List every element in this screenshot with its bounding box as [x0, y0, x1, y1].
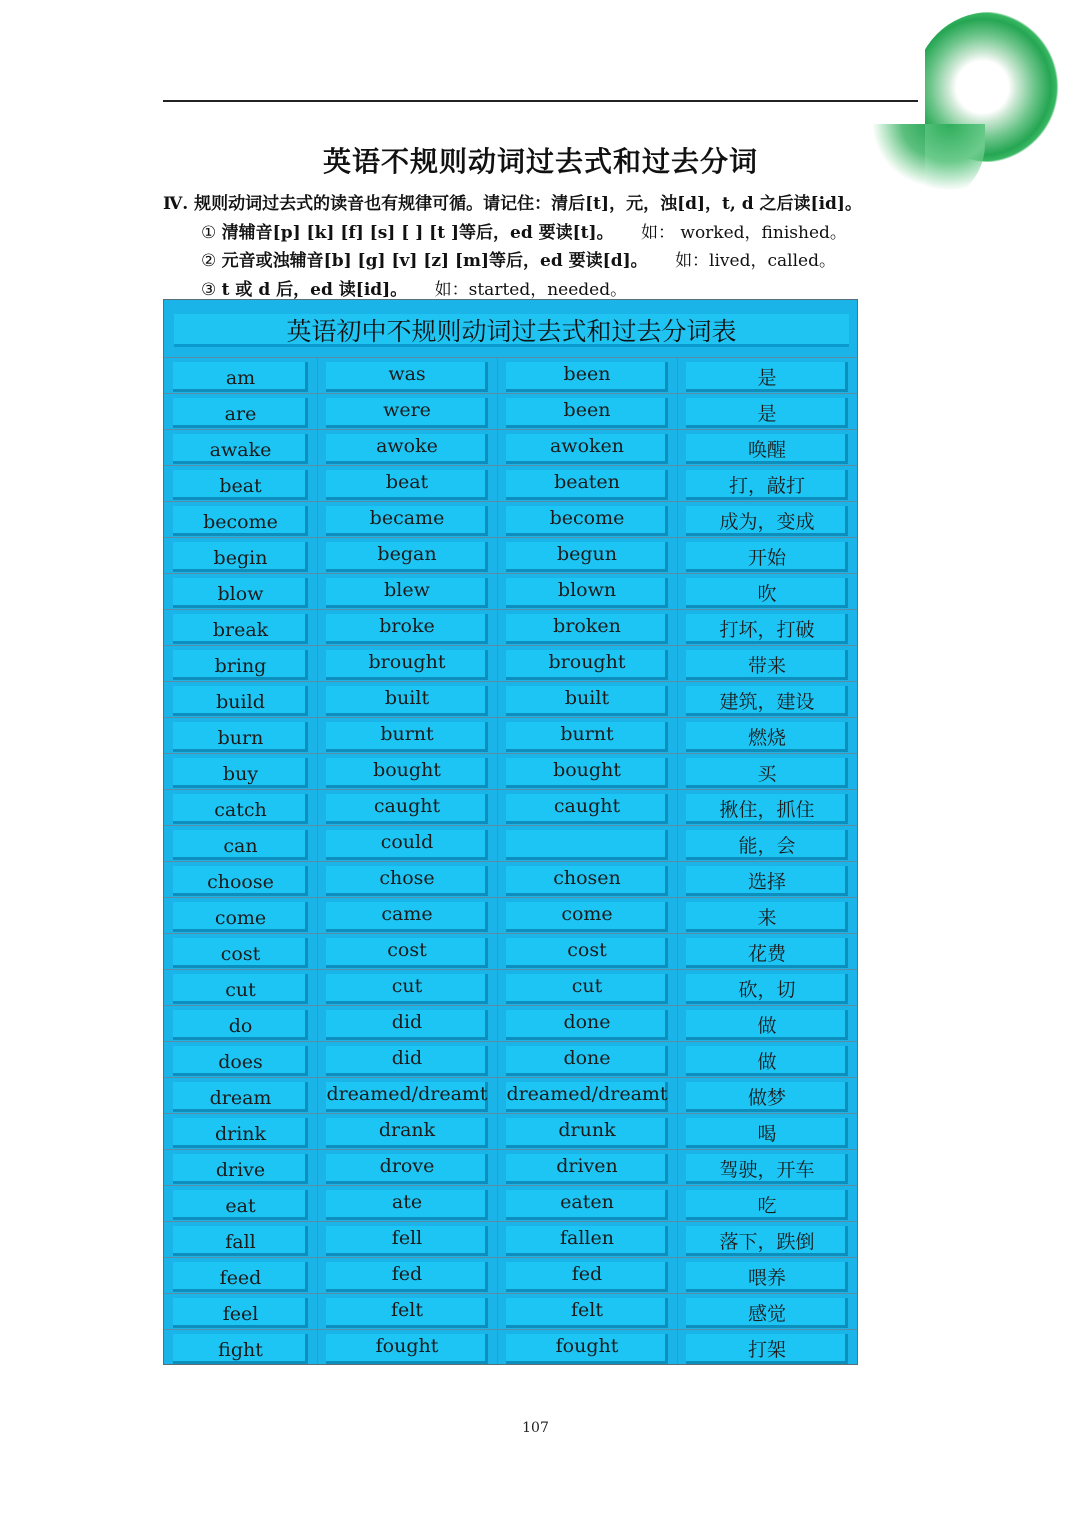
past-participle-text: felt: [571, 1299, 603, 1321]
past-participle-text: done: [563, 1011, 611, 1033]
past-participle-text: burnt: [560, 723, 614, 745]
base-form-text: cost: [220, 943, 261, 965]
meaning-text: 建筑，建设: [719, 691, 815, 713]
past-participle-cell: [497, 862, 677, 898]
base-form-cell: [164, 646, 317, 682]
table-row: [164, 465, 857, 502]
past-participle-text: bought: [553, 759, 621, 781]
past-participle-text: eaten: [560, 1191, 614, 1213]
meaning-cell: [677, 466, 857, 502]
meaning-cell: [677, 1078, 857, 1114]
past-tense-text: chose: [379, 867, 435, 889]
table-row: [164, 1185, 857, 1222]
past-participle-cell: [497, 790, 677, 826]
table-row: [164, 1221, 857, 1258]
base-form-cell: [164, 1258, 317, 1294]
past-participle-cell: [497, 1258, 677, 1294]
past-tense-text: were: [383, 399, 431, 421]
table-title-text: 英语初中不规则动词过去式和过去分词表: [286, 317, 737, 346]
meaning-cell: [677, 1042, 857, 1078]
past-tense-text: awoke: [376, 435, 438, 457]
past-tense-cell: [317, 718, 497, 754]
meaning-cell: [677, 1114, 857, 1150]
past-participle-text: fallen: [560, 1227, 614, 1249]
table-row: [164, 1041, 857, 1078]
past-tense-text: fell: [391, 1227, 423, 1249]
past-participle-text: done: [563, 1047, 611, 1069]
past-participle-cell: [497, 1006, 677, 1042]
meaning-cell: [677, 826, 857, 862]
verb-table: [163, 299, 858, 1365]
table-row: [164, 825, 857, 862]
meaning-text: 打，敲打: [728, 475, 805, 497]
base-form-cell: [164, 358, 317, 394]
rule-example: 如：started，needed。: [434, 279, 628, 300]
base-form-cell: [164, 862, 317, 898]
meaning-cell: [677, 862, 857, 898]
table-title: [174, 314, 849, 347]
column-divider: [317, 357, 318, 1364]
meaning-cell: [677, 1258, 857, 1294]
past-tense-text: drank: [378, 1119, 436, 1141]
meaning-cell: [677, 682, 857, 718]
past-tense-text: was: [388, 363, 426, 385]
table-row: [164, 573, 857, 610]
past-tense-text: did: [391, 1047, 423, 1069]
rules-intro: Ⅳ. 规则动词过去式的读音也有规律可循。请记住：清后[t]，元，浊[d]，t, d 之后读[id]。: [163, 194, 862, 214]
past-tense-text: blew: [384, 579, 430, 601]
rule-example: 如：lived，called。: [675, 251, 836, 271]
past-participle-text: built: [564, 687, 610, 709]
rule-item-1: [163, 219, 943, 248]
page-number: 107: [522, 1420, 549, 1436]
base-form-text: drink: [214, 1123, 267, 1145]
meaning-text: 是: [757, 367, 777, 389]
past-participle-cell: [497, 718, 677, 754]
column-divider: [497, 357, 498, 1364]
past-tense-text: cut: [391, 975, 423, 997]
base-form-text: feed: [219, 1267, 262, 1289]
table-row: [164, 789, 857, 826]
base-form-text: does: [218, 1051, 263, 1073]
base-form-cell: [164, 466, 317, 502]
base-form-text: catch: [214, 799, 267, 821]
rule-text: t 或 d 后，ed 读[id]。: [221, 279, 408, 300]
past-tense-cell: [317, 934, 497, 970]
past-tense-cell: [317, 826, 497, 862]
meaning-cell: [677, 574, 857, 610]
meaning-cell: [677, 646, 857, 682]
table-row: [164, 1257, 857, 1294]
past-tense-text: became: [369, 507, 445, 529]
past-tense-cell: [317, 358, 497, 394]
meaning-text: 打坏，打破: [719, 619, 815, 641]
base-form-cell: [164, 790, 317, 826]
rule-example: 如： worked，finished。: [640, 222, 847, 243]
base-form-cell: [164, 502, 317, 538]
table-row: [164, 501, 857, 538]
header-rule: [163, 100, 918, 102]
meaning-text: 驾驶，开车: [719, 1159, 815, 1181]
base-form-cell: [164, 1222, 317, 1258]
past-tense-cell: [317, 1258, 497, 1294]
base-form-cell: [164, 430, 317, 466]
meaning-cell: [677, 394, 857, 430]
past-participle-cell: [497, 1042, 677, 1078]
meaning-text: 来: [757, 907, 777, 929]
base-form-text: awake: [209, 439, 272, 461]
past-tense-text: dreamed/dreamt: [326, 1083, 488, 1105]
rule-text: 元音或浊辅音[b] [g] [v] [z] [m]等后，ed 要读[d]。: [221, 251, 648, 271]
pronunciation-rules: [163, 190, 943, 304]
meaning-text: 做梦: [747, 1087, 786, 1109]
base-form-cell: [164, 718, 317, 754]
past-tense-text: caught: [373, 795, 441, 817]
table-row: [164, 645, 857, 682]
past-participle-cell: [497, 538, 677, 574]
past-participle-cell: [497, 574, 677, 610]
base-form-text: are: [224, 403, 257, 425]
table-row: [164, 393, 857, 430]
past-participle-text: blown: [557, 579, 617, 601]
meaning-text: 带来: [747, 655, 786, 677]
rule-mark: ③: [201, 279, 217, 300]
past-participle-text: come: [561, 903, 613, 925]
past-tense-text: bought: [373, 759, 441, 781]
past-tense-text: fought: [375, 1335, 439, 1357]
past-participle-cell: [497, 646, 677, 682]
past-participle-text: chosen: [553, 867, 621, 889]
base-form-text: break: [212, 619, 269, 641]
past-participle-cell: [497, 1150, 677, 1186]
base-form-text: fight: [218, 1339, 263, 1361]
past-tense-text: felt: [391, 1299, 423, 1321]
past-participle-text: fought: [555, 1335, 619, 1357]
meaning-cell: [677, 1294, 857, 1330]
past-tense-text: did: [391, 1011, 423, 1033]
meaning-text: 唤醒: [747, 439, 786, 461]
base-form-text: buy: [222, 763, 259, 785]
meaning-text: 喂养: [747, 1267, 786, 1289]
table-row: [164, 1329, 857, 1366]
meaning-text: 做: [757, 1051, 777, 1073]
base-form-text: fall: [225, 1231, 256, 1253]
table-row: [164, 1077, 857, 1114]
meaning-cell: [677, 898, 857, 934]
rule-text: 清辅音[p] [k] [f] [s] [ ] [t ]等后，ed 要读[t]。: [221, 222, 614, 243]
base-form-cell: [164, 1150, 317, 1186]
meaning-text: 做: [757, 1015, 777, 1037]
base-form-cell: [164, 970, 317, 1006]
meaning-text: 开始: [747, 547, 786, 569]
meaning-cell: [677, 1150, 857, 1186]
base-form-text: can: [223, 835, 258, 857]
meaning-cell: [677, 790, 857, 826]
past-participle-text: cut: [571, 975, 603, 997]
base-form-cell: [164, 1006, 317, 1042]
meaning-cell: [677, 538, 857, 574]
meaning-text: 打架: [747, 1339, 786, 1361]
base-form-text: become: [203, 511, 278, 533]
past-tense-text: burnt: [380, 723, 434, 745]
past-participle-cell: [497, 358, 677, 394]
past-participle-text: driven: [556, 1155, 618, 1177]
base-form-text: choose: [207, 871, 274, 893]
meaning-text: 是: [757, 403, 777, 425]
past-participle-text: cost: [567, 939, 607, 961]
table-row: [164, 681, 857, 718]
meaning-text: 砍，切: [738, 979, 796, 1001]
base-form-text: blow: [217, 583, 264, 605]
meaning-cell: [677, 718, 857, 754]
past-tense-text: could: [380, 831, 434, 853]
past-tense-cell: [317, 1114, 497, 1150]
base-form-cell: [164, 682, 317, 718]
table-row: [164, 429, 857, 466]
meaning-cell: [677, 502, 857, 538]
base-form-text: feel: [222, 1303, 259, 1325]
past-participle-text: caught: [553, 795, 621, 817]
past-tense-cell: [317, 790, 497, 826]
meaning-cell: [677, 358, 857, 394]
meaning-cell: [677, 1330, 857, 1366]
table-row: [164, 861, 857, 898]
past-tense-cell: [317, 1186, 497, 1222]
base-form-text: drive: [215, 1159, 266, 1181]
meaning-text: 花费: [747, 943, 786, 965]
base-form-text: eat: [225, 1195, 256, 1217]
past-participle-text: become: [549, 507, 625, 529]
rule-mark: ②: [201, 251, 217, 271]
meaning-cell: [677, 610, 857, 646]
past-participle-cell: [497, 1294, 677, 1330]
base-form-cell: [164, 574, 317, 610]
past-participle-text: been: [563, 399, 611, 421]
meaning-cell: [677, 1006, 857, 1042]
base-form-text: cut: [225, 979, 256, 1001]
past-participle-text: drunk: [558, 1119, 616, 1141]
table-row: [164, 933, 857, 970]
past-tense-cell: [317, 466, 497, 502]
past-participle-text: broken: [553, 615, 621, 637]
base-form-cell: [164, 538, 317, 574]
past-tense-cell: [317, 1294, 497, 1330]
table-row: [164, 537, 857, 574]
past-tense-text: broke: [379, 615, 435, 637]
base-form-cell: [164, 1078, 317, 1114]
base-form-cell: [164, 1186, 317, 1222]
base-form-text: come: [214, 907, 267, 929]
past-tense-text: ate: [391, 1191, 423, 1213]
past-tense-text: brought: [368, 651, 446, 673]
meaning-text: 揪住，抓住: [719, 799, 815, 821]
meaning-text: 能，会: [738, 835, 796, 857]
past-participle-cell: [497, 934, 677, 970]
decorative-green-ring: [925, 12, 1065, 192]
table-row: [164, 1293, 857, 1330]
past-tense-cell: [317, 502, 497, 538]
past-participle-cell: [497, 502, 677, 538]
meaning-cell: [677, 1186, 857, 1222]
base-form-text: dream: [209, 1087, 272, 1109]
past-participle-cell: [497, 682, 677, 718]
past-participle-cell: [497, 610, 677, 646]
past-tense-text: beat: [385, 471, 429, 493]
past-tense-text: began: [377, 543, 437, 565]
meaning-text: 落下，跌倒: [719, 1231, 815, 1253]
base-form-cell: [164, 610, 317, 646]
table-row: [164, 1113, 857, 1150]
base-form-cell: [164, 1330, 317, 1366]
meaning-text: 吹: [757, 583, 777, 605]
past-participle-cell: [497, 1222, 677, 1258]
past-tense-cell: [317, 1330, 497, 1366]
past-participle-cell: [497, 1330, 677, 1366]
meaning-cell: [677, 430, 857, 466]
table-row: [164, 1149, 857, 1186]
meaning-cell: [677, 934, 857, 970]
past-participle-cell: [497, 1114, 677, 1150]
column-divider: [677, 357, 678, 1364]
past-tense-cell: [317, 610, 497, 646]
base-form-cell: [164, 934, 317, 970]
past-participle-text: awoken: [549, 435, 625, 457]
base-form-text: bring: [214, 655, 267, 677]
table-row: [164, 969, 857, 1006]
past-participle-cell: [497, 1078, 677, 1114]
past-participle-cell: [497, 430, 677, 466]
rule-mark: ①: [201, 222, 217, 243]
past-tense-text: drove: [379, 1155, 435, 1177]
base-form-cell: [164, 1114, 317, 1150]
meaning-cell: [677, 970, 857, 1006]
past-tense-cell: [317, 394, 497, 430]
base-form-cell: [164, 754, 317, 790]
past-tense-cell: [317, 574, 497, 610]
past-tense-text: built: [384, 687, 430, 709]
past-tense-cell: [317, 538, 497, 574]
past-tense-cell: [317, 682, 497, 718]
meaning-text: 买: [757, 763, 777, 785]
past-tense-text: came: [381, 903, 433, 925]
past-tense-cell: [317, 1006, 497, 1042]
past-tense-cell: [317, 754, 497, 790]
table-row: [164, 753, 857, 790]
page-title: 英语不规则动词过去式和过去分词: [322, 145, 758, 178]
meaning-text: 成为，变成: [719, 511, 815, 533]
past-participle-cell: [497, 394, 677, 430]
past-tense-cell: [317, 430, 497, 466]
past-participle-text: brought: [548, 651, 626, 673]
past-participle-cell: [497, 466, 677, 502]
past-tense-text: cost: [387, 939, 427, 961]
past-participle-cell: [497, 826, 677, 862]
past-participle-text: been: [563, 363, 611, 385]
base-form-cell: [164, 394, 317, 430]
past-tense-cell: [317, 862, 497, 898]
table-row: [164, 717, 857, 754]
past-tense-cell: [317, 646, 497, 682]
past-participle-cell: [497, 898, 677, 934]
base-form-text: do: [228, 1015, 253, 1037]
base-form-cell: [164, 898, 317, 934]
table-row: [164, 357, 857, 394]
past-tense-text: fed: [391, 1263, 423, 1285]
meaning-text: 吃: [757, 1195, 777, 1217]
base-form-text: begin: [213, 547, 268, 569]
past-participle-cell: [497, 1186, 677, 1222]
base-form-text: burn: [217, 727, 264, 749]
meaning-cell: [677, 754, 857, 790]
table-row: [164, 897, 857, 934]
base-form-text: build: [216, 691, 265, 713]
rule-item-2: [163, 247, 943, 276]
meaning-cell: [677, 1222, 857, 1258]
past-tense-cell: [317, 970, 497, 1006]
past-tense-cell: [317, 1222, 497, 1258]
past-participle-cell: [497, 754, 677, 790]
meaning-text: 燃烧: [747, 727, 786, 749]
table-row: [164, 1005, 857, 1042]
past-tense-cell: [317, 1042, 497, 1078]
past-tense-cell: [317, 1078, 497, 1114]
base-form-text: beat: [219, 475, 262, 497]
meaning-text: 喝: [757, 1123, 777, 1145]
past-participle-text: begun: [556, 543, 618, 565]
base-form-cell: [164, 1042, 317, 1078]
past-tense-cell: [317, 898, 497, 934]
past-participle-text: fed: [571, 1263, 603, 1285]
base-form-text: am: [225, 367, 256, 389]
base-form-cell: [164, 1294, 317, 1330]
past-participle-cell: [497, 970, 677, 1006]
past-participle-text: beaten: [554, 471, 620, 493]
meaning-text: 感觉: [747, 1303, 786, 1325]
table-row: [164, 609, 857, 646]
past-tense-cell: [317, 1150, 497, 1186]
past-participle-text: dreamed/dreamt: [506, 1083, 668, 1105]
meaning-text: 选择: [747, 871, 786, 893]
base-form-cell: [164, 826, 317, 862]
